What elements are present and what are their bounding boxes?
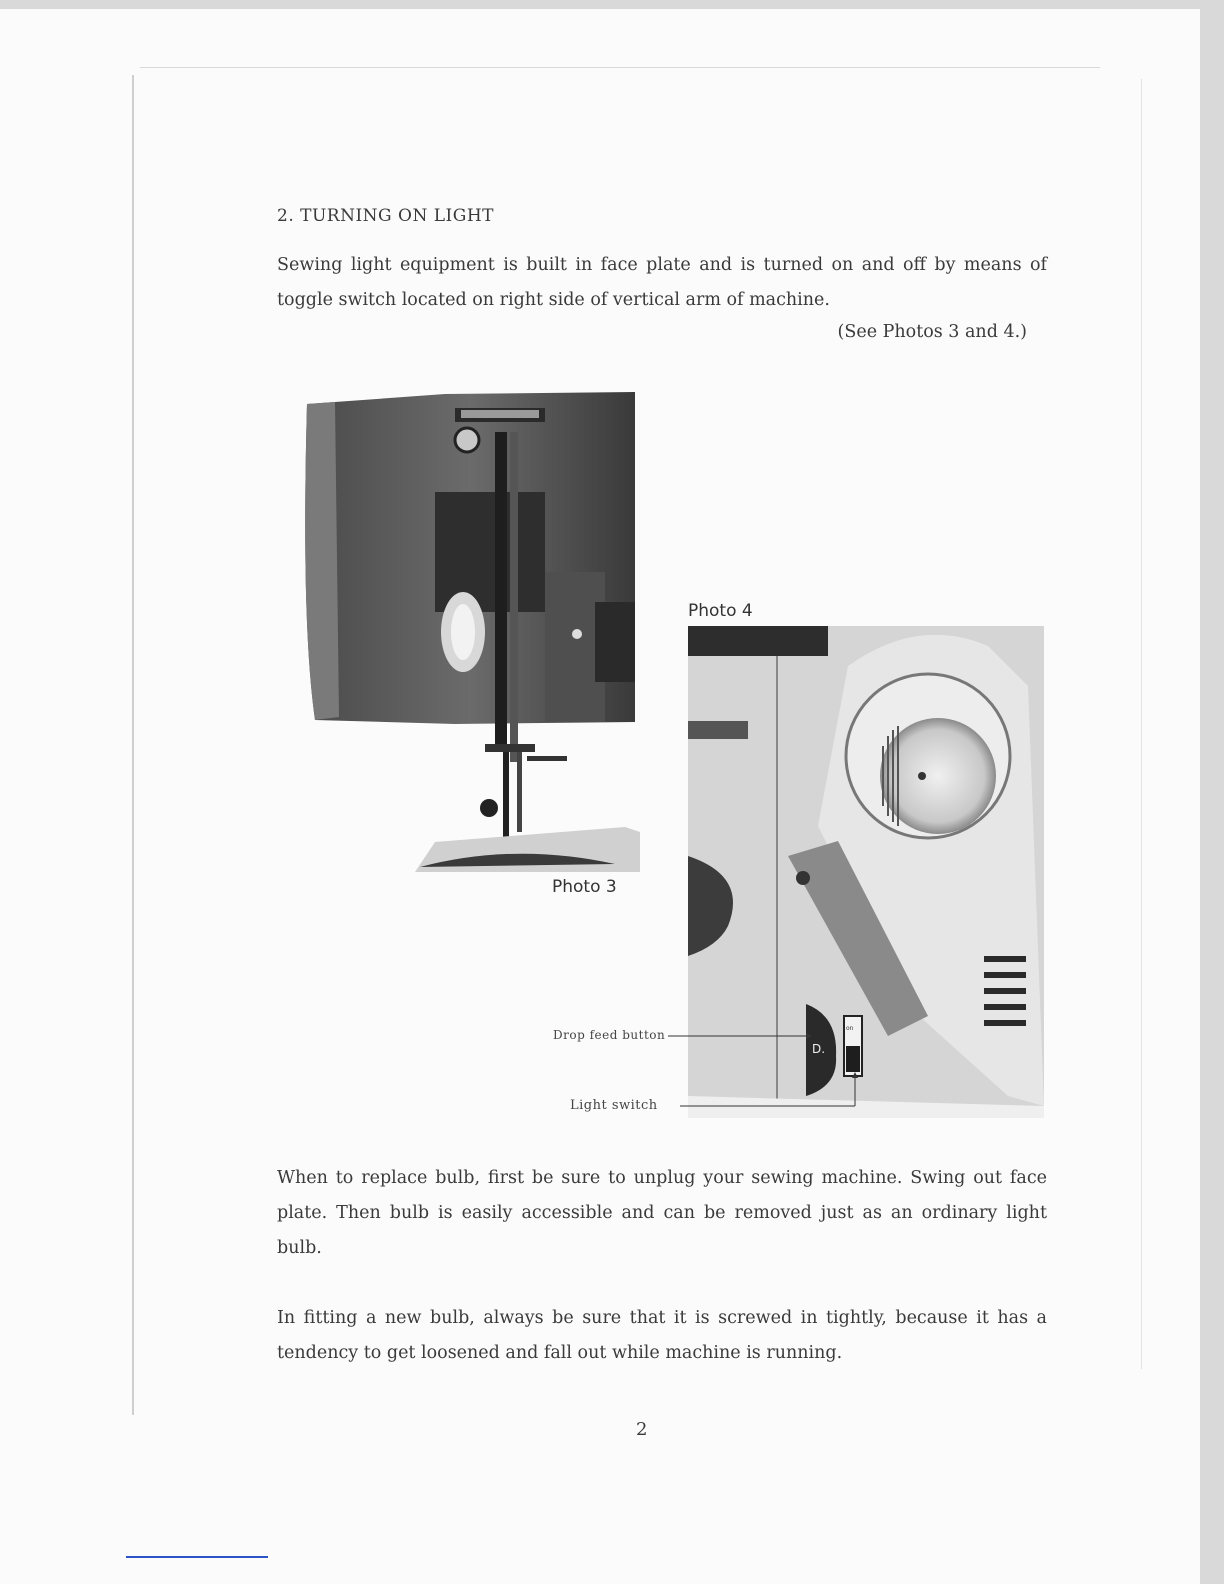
drop-feed-callout: Drop feed button bbox=[553, 1028, 666, 1042]
see-photos-reference: (See Photos 3 and 4.) bbox=[837, 322, 1027, 342]
scan-left-edge bbox=[132, 75, 134, 1415]
callout-leaders bbox=[660, 1030, 860, 1115]
footer-rule bbox=[126, 1556, 268, 1558]
replace-bulb-paragraph: When to replace bulb, first be sure to unplug your sewing machine. Swing out face plate. Then bulb is easily accessible and can be removed just as an ordinary light bulb. bbox=[277, 1168, 1047, 1258]
scan-top-edge bbox=[140, 67, 1100, 68]
photo-3-caption: Photo 3 bbox=[552, 877, 617, 897]
photo-4-caption: Photo 4 bbox=[688, 601, 753, 621]
intro-paragraph: Sewing light equipment is built in face plate and is turned on and off by means of toggle switch located on right side of vertical arm of machine. bbox=[277, 255, 1047, 310]
section-heading: 2. TURNING ON LIGHT bbox=[277, 206, 495, 226]
page-number: 2 bbox=[636, 1419, 648, 1440]
switch-on-mark: on bbox=[846, 1025, 854, 1032]
scan-right-edge bbox=[1141, 79, 1142, 1369]
new-bulb-paragraph: In fitting a new bulb, always be sure that it is screwed in tightly, because it has a tendency to get loosened and fall out while machine is running. bbox=[277, 1308, 1047, 1363]
photo-3-image bbox=[295, 372, 640, 872]
drop-feed-button-mark: D. bbox=[812, 1042, 826, 1056]
light-switch-callout: Light switch bbox=[570, 1098, 658, 1113]
